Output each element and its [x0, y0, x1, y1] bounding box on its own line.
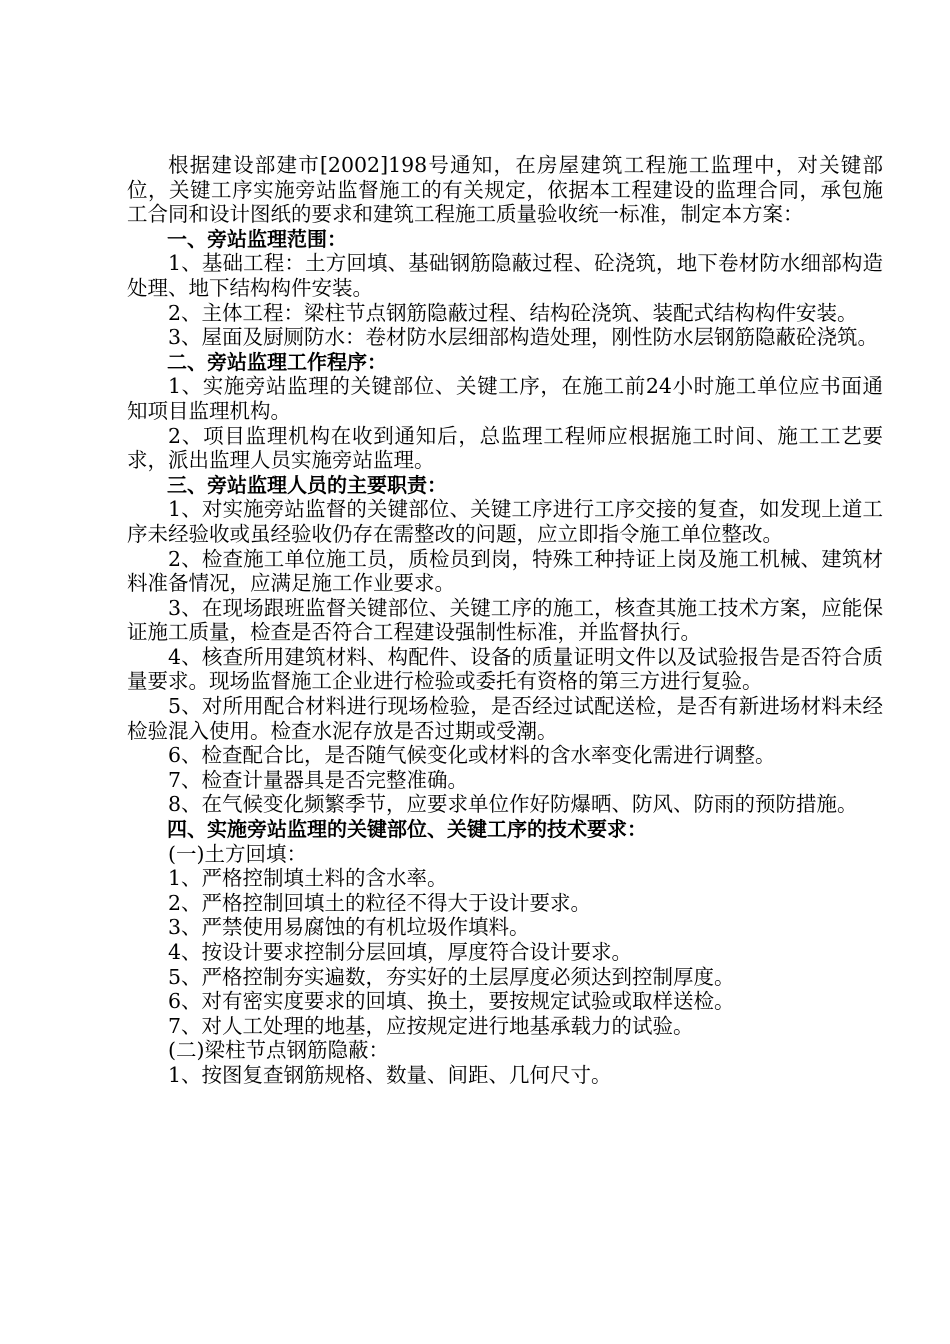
- section-1-item: 1、基础工程：土方回填、基础钢筋隐蔽过程、砼浇筑，地下卷材防水细部构造处理、地下结构构件安装。: [127, 251, 883, 300]
- section-1-heading: 一、旁站监理范围：: [167, 226, 347, 251]
- section-3-item: 1、对实施旁站监督的关键部位、关键工序进行工序交接的复查，如发现上道工序未经验收或虽经验收仍存在需整改的问题，应立即指令施工单位整改。: [127, 497, 883, 546]
- subsection-1-item: 5、严格控制夯实遍数，夯实好的土层厚度必须达到控制厚度。: [168, 964, 735, 989]
- subsection-1-item: 4、按设计要求控制分层回填，厚度符合设计要求。: [168, 940, 633, 964]
- section-1-item: 3、屋面及厨厕防水：卷材防水层细部构造处理，刚性防水层钢筋隐蔽砼浇筑。: [168, 325, 879, 350]
- subsection-1-item: 2、严格控制回填土的粒径不得大于设计要求。: [168, 890, 592, 915]
- section-3-item: 3、在现场跟班监督关键部位、关键工序的施工，核查其施工技术方案，应能保证施工质量，检查是否符合工程建设强制性标准，并监督执行。: [127, 595, 883, 645]
- section-3-item: 7、检查计量器具是否完整准确。: [168, 767, 469, 792]
- subsection-1-title: (一)土方回填：: [168, 841, 307, 866]
- subsection-2-title: (二)梁柱节点钢筋隐蔽：: [168, 1038, 389, 1063]
- subsection-1-item: 1、严格控制填土料的含水率。: [168, 866, 448, 891]
- section-3-item: 8、在气候变化频繁季节，应要求单位作好防爆晒、防风、防雨的预防措施。: [168, 792, 858, 817]
- section-3-item: 4、核查所用建筑材料、构配件、设备的质量证明文件以及试验报告是否符合质量要求。现场监督施工企业进行检验或委托有资格的第三方进行复验。: [127, 644, 883, 694]
- subsection-1-item: 6、对有密实度要求的回填、换土，要按规定试验或取样送检。: [168, 989, 735, 1014]
- section-2-heading: 二、旁站监理工作程序：: [167, 349, 387, 374]
- document-page: [127, 153, 883, 1088]
- section-2-item: 2、项目监理机构在收到通知后，总监理工程师应根据施工时间、施工工艺要求，派出监理人员实施旁站监理。: [127, 423, 883, 473]
- section-2-item: 1、实施旁站监理的关键部位、关键工序，在施工前24小时施工单位应书面通知项目监理机构。: [127, 374, 883, 423]
- section-3-item: 6、检查配合比，是否随气候变化或材料的含水率变化需进行调整。: [168, 743, 776, 768]
- subsection-1-item: 3、严禁使用易腐蚀的有机垃圾作填料。: [168, 915, 530, 940]
- section-3-heading: 三、旁站监理人员的主要职责：: [167, 472, 447, 497]
- subsection-1-item: 7、对人工处理的地基，应按规定进行地基承载力的试验。: [168, 1013, 694, 1038]
- intro-paragraph: 根据建设部建市[2002]198号通知，在房屋建筑工程施工监理中，对关键部位，关键工序实施旁站监督施工的有关规定，依据本工程建设的监理合同，承包施工合同和设计图纸的要求和建筑工程施工质量验收统一标准，制定本方案：: [127, 153, 883, 227]
- section-3-item: 2、检查施工单位施工员，质检员到岗，特殊工种持证上岗及施工机械、建筑材料准备情况，应满足施工作业要求。: [127, 546, 883, 596]
- section-4-heading: 四、实施旁站监理的关键部位、关键工序的技术要求：: [167, 817, 647, 842]
- subsection-2-item: 1、按图复查钢筋规格、数量、间距、几何尺寸。: [168, 1062, 612, 1087]
- section-1-item: 2、主体工程：梁柱节点钢筋隐蔽过程、结构砼浇筑、装配式结构构件安装。: [168, 300, 858, 325]
- section-3-item: 5、对所用配合材料进行现场检验，是否经过试配送检，是否有新进场材料未经检验混入使用。检查水泥存放是否过期或受潮。: [127, 694, 883, 743]
